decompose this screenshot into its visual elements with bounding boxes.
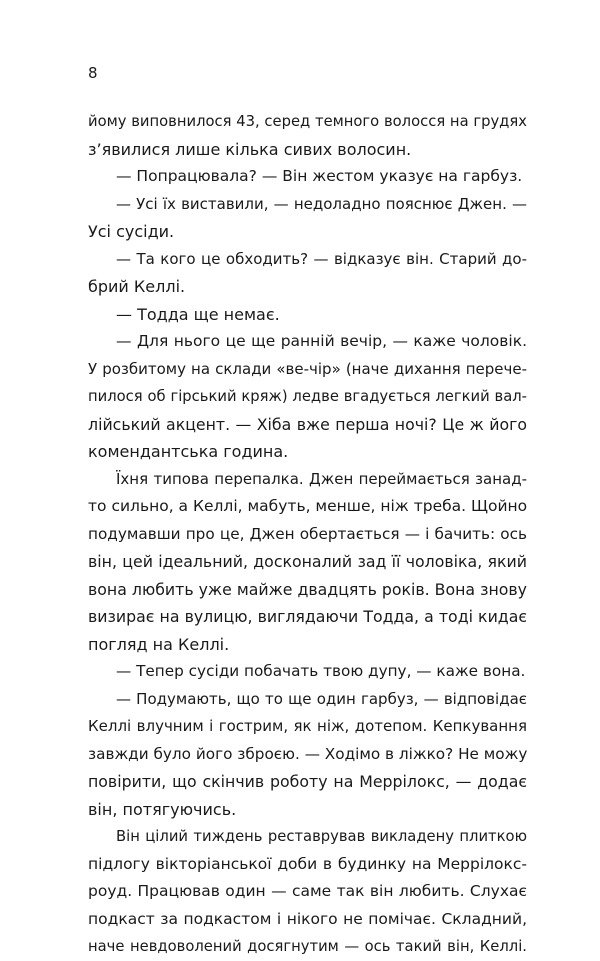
text-line: — Тепер сусіди побачать твою дупу, — каже вона.	[116, 662, 526, 680]
text-line: комендантська година.	[88, 442, 289, 461]
text-line: повірити, що скінчив роботу на Меррілокс, — додає	[88, 772, 527, 791]
text-line: йому виповнилося 43, серед темного волосся на грудях	[88, 113, 527, 130]
text-line: пилося об гірський кряж) ледве вгадується легкий вал-	[88, 388, 527, 405]
text-line: то сильно, а Келлі, мабуть, менше, ніж треба. Щойно	[88, 497, 528, 515]
text-line: вона любить уже майже двадцять років. Вона знову	[88, 579, 527, 599]
body-text	[88, 108, 527, 961]
text-line: — Тодда ще немає.	[116, 304, 280, 324]
text-line: підлогу вікторіанської доби в будинку на Меррілокс-	[88, 854, 527, 873]
text-line: роуд. Працював один — саме так він любить. Слухає	[88, 882, 527, 900]
text-line: він, потягуючись.	[88, 799, 237, 819]
text-line: з’явилися лише кілька сивих волосин.	[88, 139, 412, 159]
text-line: — Та кого це обходить? — відказує він. Старий до-	[116, 249, 527, 268]
text-line: завжди було його зброєю. — Ходімо в ліжко? Не можу	[88, 744, 528, 763]
text-line: подкаст за подкастом і нікого не помічає. Складний,	[88, 909, 527, 928]
text-line: подумавши про це, Джен обертається — і бачить: ось	[88, 524, 527, 543]
text-line: лійський акцент. — Хіба вже перша ночі? Це ж його	[88, 414, 527, 434]
text-line: — Подумають, що то ще один гарбуз, — відповідає	[116, 689, 527, 708]
text-line: Їхня типова перепалка. Джен переймається занад-	[116, 469, 527, 488]
text-line: Келлі влучним і гострим, як ніж, дотепом. Кепкування	[88, 717, 527, 735]
text-line: він, цей ідеальний, досконалий зад її чоловіка, який	[88, 552, 527, 571]
text-line: визирає на вулицю, виглядаючи Тодда, а тоді кидає	[88, 607, 527, 626]
text-line: наче невдоволений досягнутим — ось такий він, Келлі.	[88, 938, 527, 955]
text-line: — Для нього це ще ранній вечір, — каже чоловік.	[116, 332, 527, 350]
text-line: брий Келлі.	[88, 277, 186, 296]
text-line: У розбитому на склади «ве-чір» (наче дихання перече-	[88, 359, 527, 378]
text-line: Усі сусіди.	[88, 222, 175, 241]
text-line: погляд на Келлі.	[88, 634, 230, 654]
page-number: 8	[88, 64, 98, 82]
text-line: — Попрацювала? — Він жестом указує на гарбуз.	[116, 167, 523, 185]
text-line: Він цілий тиждень реставрував викладену плиткою	[116, 828, 527, 845]
text-line: — Усі їх виставили, — недоладно пояснює Джен. —	[116, 194, 527, 213]
